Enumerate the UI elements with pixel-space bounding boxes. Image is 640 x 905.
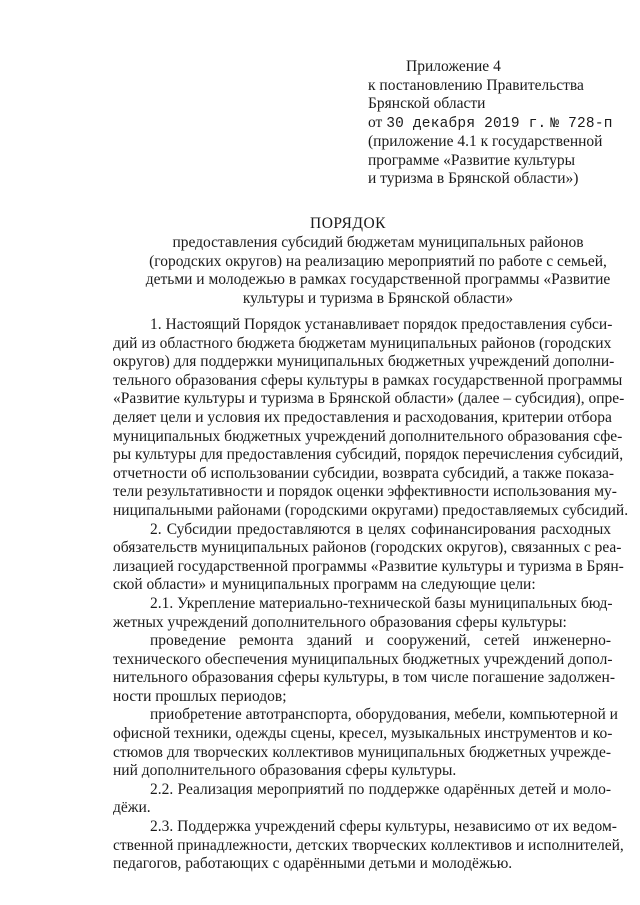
body-line: 2.3. Поддержка учреждений сферы культуры, независимо от их ведом- (150, 818, 617, 836)
subtitle-line: предоставления субсидий бюджетам муниципальных районов (172, 234, 584, 251)
body-line: деляет цели и условия их предоставления и расходования, критерии отбора (113, 408, 612, 426)
body-line: тельного образования сферы культуры в рамках государственной программы (113, 371, 623, 389)
document-subtitle (118, 234, 638, 308)
body-line: проведение ремонта зданий и сооружений, сетей инженерно- (150, 632, 611, 650)
appendix-date-line (368, 114, 618, 134)
body-line: тели результативности и порядок оценки эффективности использования му- (113, 483, 617, 501)
body-line: округов) для поддержки муниципальных бюджетных учреждений дополни- (113, 353, 615, 371)
body-line: ности прошлых периодов; (113, 687, 287, 705)
body-line: лизацией государственной программы «Развитие культуры и туризма в Брян- (113, 557, 624, 575)
body-line: 2.1. Укрепление материально-технической базы муниципальных бюд- (150, 594, 613, 612)
body-line: ской области» и муниципальных программ на следующие цели: (113, 576, 536, 594)
body-line: жетных учреждений дополнительного образования сферы культуры: (113, 613, 567, 631)
body-line: 1. Настоящий Порядок устанавливает порядок предоставления субси- (150, 316, 613, 333)
appendix-date: 30 декабря 2019 г. (386, 115, 547, 132)
appendix-number: № 728-п (550, 115, 613, 132)
body-line: дёжи. (113, 799, 151, 817)
appendix-line-program-name-end: и туризма в Брянской области») (368, 170, 579, 187)
appendix-line-resolution: к постановлению Правительства (368, 76, 584, 94)
body-line: «Развитие культуры и туризма в Брянской области» (далее – субсидия), опре- (113, 390, 625, 408)
appendix-line-program-name: программе «Развитие культуры (368, 151, 576, 169)
document-body (113, 316, 629, 874)
body-line: 2.2. Реализация мероприятий по поддержке одарённых детей и моло- (150, 780, 611, 798)
body-line: обязательств муниципальных районов (городских округов), связанных с реа- (113, 539, 622, 557)
subtitle-line: культуры и туризма в Брянской области» (242, 289, 514, 307)
appendix-date-prefix: от (368, 113, 383, 131)
appendix-title: Приложение 4 (406, 58, 501, 75)
body-line: ний дополнительного образования сферы культуры. (113, 762, 457, 780)
body-line: технического обеспечения муниципальных бюджетных учреждений допол- (113, 650, 613, 668)
body-line: 2. Субсидии предоставляются в целях софинансирования расходных (150, 520, 611, 538)
subtitle-line: детьми и молодежью в рамках государственной программы «Развитие (145, 271, 611, 288)
body-line: офисной техники, одежды сцены, кресел, музыкальных инструментов и ко- (113, 725, 613, 743)
body-line: ственной принадлежности, детских творческих коллективов и исполнителей, (113, 836, 624, 854)
appendix-line-program-ref: (приложение 4.1 к государственной (368, 133, 603, 150)
body-line: нительного образования сферы культуры, в том числе погашение задолжен- (113, 669, 615, 687)
appendix-line-region: Брянской области (368, 95, 486, 112)
body-line: стюмов для творческих коллективов муниципальных бюджетных учрежде- (113, 743, 611, 761)
body-line: отчетности об использовании субсидии, возврата субсидий, а также показа- (113, 464, 615, 482)
body-line: муниципальных бюджетных учреждений дополнительного образования сфе- (113, 427, 623, 445)
body-line: ры культуры для предоставления субсидий, порядок перечисления субсидий, (113, 446, 624, 464)
body-line: дий из областного бюджета бюджетам муниципальных районов (городских (113, 334, 612, 352)
body-line: приобретение автотранспорта, оборудования, мебели, компьютерной и (150, 706, 618, 724)
body-line: ниципальными районами (городскими округами) предоставляемых субсидий. (113, 501, 629, 519)
document-title: ПОРЯДОК (310, 215, 386, 232)
appendix-block (368, 58, 618, 189)
body-line: педагогов, работающих с одарёнными детьми и молодёжью. (113, 855, 513, 873)
subtitle-line: (городских округов) на реализацию мероприятий по работе с семьей, (149, 252, 607, 270)
